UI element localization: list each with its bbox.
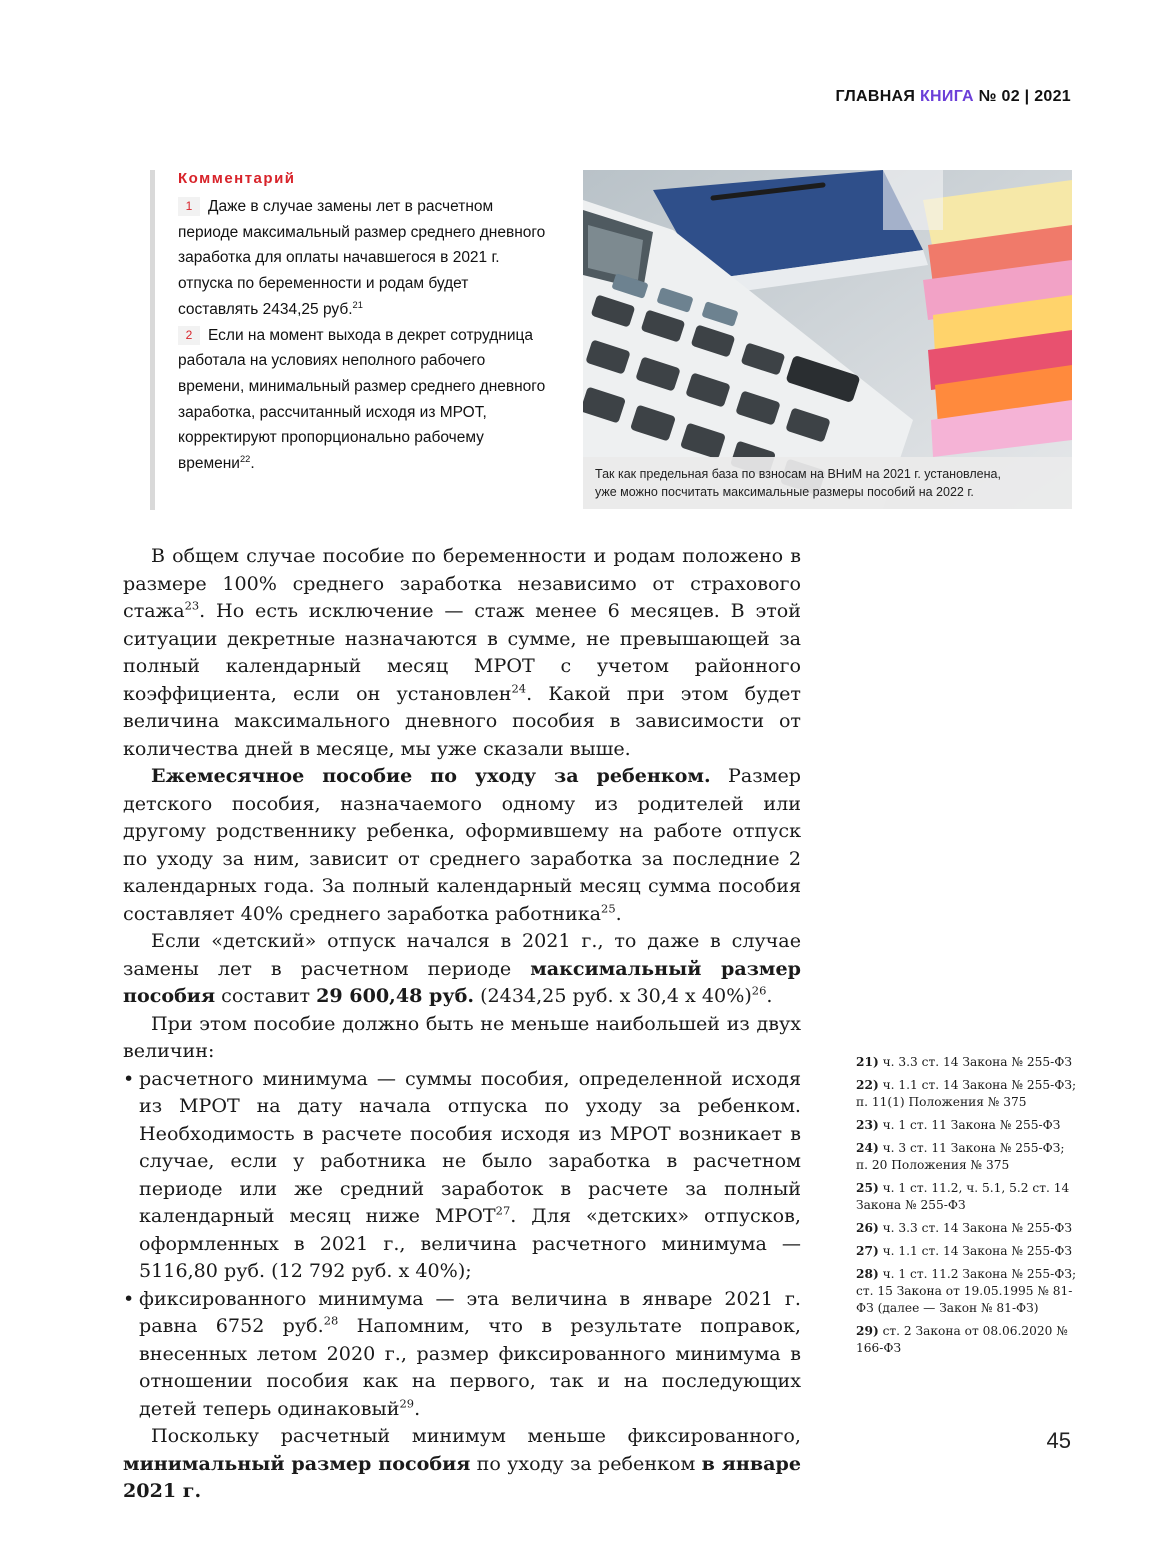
paragraph [123, 762, 801, 927]
footnote-ref: 25 [601, 901, 616, 916]
masthead-brand: ГЛАВНАЯ [835, 88, 916, 105]
comment-item-tail: . [250, 455, 255, 473]
text-run: составит [215, 984, 317, 1007]
footnote-number: 28) [856, 1267, 879, 1281]
text-run: Напомним, что в результате поправок, внесенных летом 2020 г., размер фиксированного минимума в отношении пособия как на первого, так и на последующих детей теперь одинаковый [139, 1314, 801, 1420]
footnote [856, 1077, 1078, 1111]
footnote-number: 26) [856, 1221, 879, 1235]
footnote-ref: 27 [495, 1203, 511, 1218]
footnote-text: ч. 3 ст. 11 Закона № 255-ФЗ; п. 20 Положения № 375 [856, 1141, 1065, 1172]
footnote-text: ч. 1.1 ст. 14 Закона № 255-ФЗ; п. 11(1) Положения № 375 [856, 1078, 1077, 1109]
footnote-ref: 22 [239, 453, 251, 464]
footnote-text: ч. 3.3 ст. 14 Закона № 255-ФЗ [882, 1221, 1072, 1235]
footnote [856, 1243, 1078, 1260]
footnote-ref: 29 [399, 1396, 415, 1411]
comment-item [178, 194, 550, 323]
footnote-text: ч. 1 ст. 11.2 Закона № 255-ФЗ; ст. 15 Закона от 19.05.1995 № 81-ФЗ (далее — Закон № 81-ФЗ) [856, 1267, 1077, 1315]
text-run: по уходу за ребенком [470, 1451, 702, 1475]
comment-box [150, 170, 550, 510]
footnote-text: ст. 2 Закона от 08.06.2020 № 166-ФЗ [856, 1324, 1068, 1355]
list-item [123, 1065, 801, 1285]
bold-amount: 29 600,48 руб. [316, 984, 474, 1007]
caption-line: Так как предельная база по взносам на ВНиМ на 2021 г. установлена, [595, 467, 1001, 481]
footnote [856, 1180, 1078, 1214]
footnote-ref: 21 [352, 299, 363, 310]
footnote-number: 22) [856, 1078, 879, 1092]
paragraph [123, 542, 801, 762]
text-run: . [615, 901, 622, 925]
text-run: Если «детский» отпуск начался в 2021 г., то даже в случае замены лет в расчетном периоде [123, 929, 801, 980]
text-run: расчетного минимума — суммы пособия, определенной исходя из МРОТ на дату начала отпуска по уходу за ребенком. Необходимость в расчете пособия исходя из МРОТ возникает в случае, если у работника не было заработка в расчетном периоде или же средний заработок в расчете за полный календарный месяц ниже МРОТ [139, 1066, 801, 1227]
footnote-number: 24) [856, 1141, 879, 1155]
text-run: . Для «детских» отпусков, оформленных в 2021 г., величина расчетного минимума — 5116,80 руб. (12 792 руб. х 40%); [139, 1204, 801, 1282]
footnote-text: ч. 3.3 ст. 14 Закона № 255-ФЗ [882, 1055, 1072, 1069]
bold-text: максимальный размер пособия [123, 956, 801, 1007]
footnote-number: 27) [856, 1244, 879, 1258]
comment-item-text: Если на момент выхода в декрет сотрудница работала на условиях неполного рабочего времени, минимальный размер среднего дневного заработка, рассчитанный исходя из МРОТ, корректируют пропорционально рабочему времени [178, 326, 546, 473]
comment-title: Комментарий [178, 170, 296, 187]
masthead-issue: № 02 | 2021 [978, 88, 1071, 105]
comment-item-number: 2 [178, 326, 200, 345]
footnote [856, 1117, 1078, 1134]
footnote-number: 25) [856, 1181, 879, 1195]
footnote [856, 1140, 1078, 1174]
bold-lead: Ежемесячное пособие по уходу за ребенком. [151, 764, 711, 787]
calculator-photo [583, 170, 1072, 509]
masthead-brand-accent: КНИГА [919, 88, 974, 105]
footnote-text: ч. 1 ст. 11 Закона № 255-ФЗ [882, 1118, 1061, 1132]
text-run: . [414, 1396, 421, 1420]
footnote-ref: 23 [184, 598, 200, 613]
paragraph [123, 927, 801, 1010]
page-number: 45 [1046, 1428, 1071, 1453]
text-run: . Но есть исключение — стаж менее 6 месяцев. В этой ситуации декретные назначаются в сумме, не превышающей за полный календарный месяц МРОТ с учетом районного коэффициента, если он установлен [123, 599, 801, 705]
text-run: Поскольку расчетный минимум меньше фиксированного, [151, 1424, 801, 1447]
footnote [856, 1054, 1078, 1071]
footnote-number: 29) [856, 1324, 879, 1338]
caption-line: уже можно посчитать максимальные размеры пособий на 2022 г. [595, 485, 974, 499]
paragraph: При этом пособие должно быть не меньше наибольшей из двух величин: [123, 1011, 801, 1062]
text-run: фиксированного минимума — эта величина в январе 2021 г. равна 6752 руб. [139, 1286, 801, 1337]
bullet-list [123, 1065, 801, 1423]
paragraph [123, 1422, 801, 1505]
footnotes [856, 1054, 1078, 1363]
comment-item-number: 1 [178, 197, 200, 216]
text-run: В общем случае пособие по беременности и родам положено в размере 100% среднего заработка независимо от страхового стажа [123, 544, 801, 622]
text-run: Размер детского пособия, назначаемого одному из родителей или другому родственнику ребенка, оформившему на работе отпуск по уходу за ним, зависит от среднего заработка за последние 2 календарных года. За полный календарный месяц сумма пособия составляет 40% среднего заработка работника [123, 764, 801, 925]
photo-caption [583, 457, 1072, 509]
footnote-text: ч. 1.1 ст. 14 Закона № 255-ФЗ [882, 1244, 1072, 1258]
comment-item-text: Даже в случае замены лет в расчетном периоде максимальный размер среднего дневного заработка для оплаты начавшегося в 2021 г. отпуска по беременности и родам будет составлять 2434,25 руб. [178, 198, 546, 318]
bold-text: минимальный размер пособия [123, 1451, 471, 1475]
footnote-text: ч. 1 ст. 11.2, ч. 5.1, 5.2 ст. 14 Закона № 255-ФЗ [856, 1181, 1070, 1212]
text-run: (2434,25 руб. х 30,4 х 40%) [474, 984, 752, 1007]
footnote-ref: 28 [323, 1313, 339, 1328]
list-item [123, 1285, 801, 1423]
bold-text: в январе 2021 г. [123, 1451, 802, 1502]
article-body [123, 542, 801, 1505]
masthead [836, 88, 1072, 106]
footnote-number: 21) [856, 1055, 879, 1069]
footnote-number: 23) [856, 1118, 879, 1132]
footnote [856, 1323, 1078, 1357]
footnote-ref: 26 [751, 983, 767, 998]
text-run: . [766, 984, 773, 1007]
comment-item [178, 323, 550, 477]
footnote [856, 1220, 1078, 1237]
footnote [856, 1266, 1078, 1317]
footnote-ref: 24 [511, 681, 527, 696]
text-run: . Какой при этом будет величина максимального дневного пособия в зависимости от количества дней в месяце, мы уже сказали выше. [123, 681, 801, 760]
